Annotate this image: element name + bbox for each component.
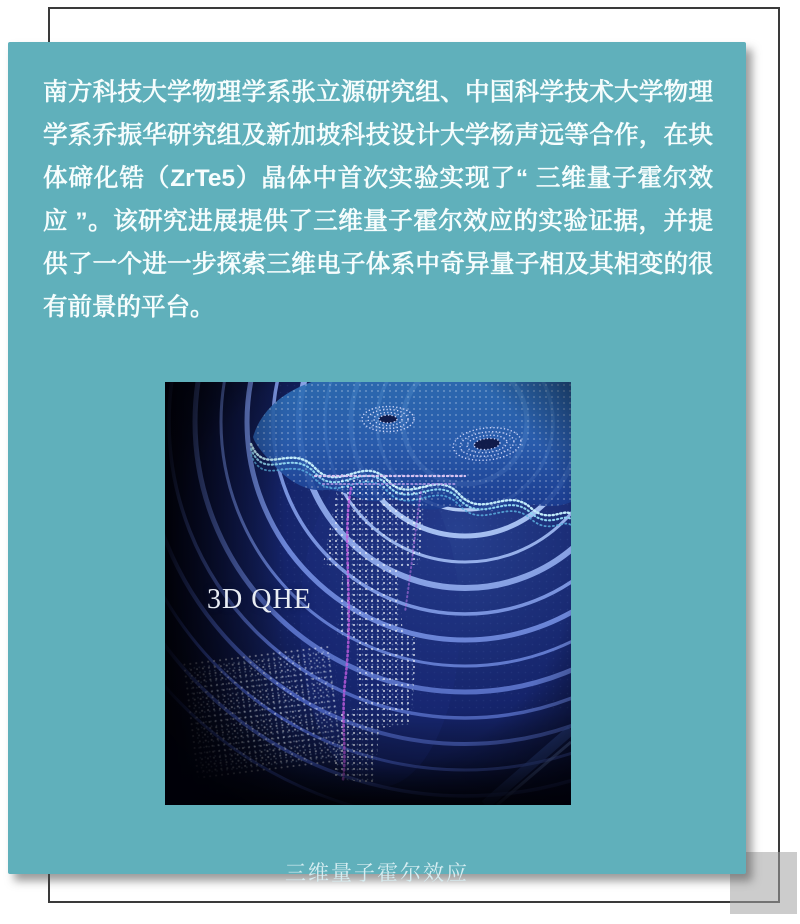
paragraph-line: 南方科技大学物理学系张立源研究组、中国科学技术大学物理 [43, 79, 713, 106]
paragraph-line: 供了一个进一步探索三维电子体系中奇异量子相及其相变的很 [43, 251, 713, 278]
figure-caption: 三维量子霍尔效应 [285, 862, 469, 885]
article-card [8, 42, 746, 885]
paragraph-line: 学系乔振华研究组及新加坡科技设计大学杨声远等合作，在块 [43, 122, 713, 149]
article-paragraph [43, 71, 713, 329]
figure-3dqhe [165, 382, 571, 805]
paragraph-line: 体碲化锆（ZrTe5）晶体中首次实验实现了“ 三维量子霍尔效 [43, 165, 713, 192]
paragraph-line: 有前景的平台。 [43, 294, 215, 321]
paragraph-line: 应 ”。该研究进展提供了三维量子霍尔效应的实验证据，并提 [43, 208, 713, 235]
figure-overlay-label: 3D QHE [207, 584, 312, 615]
